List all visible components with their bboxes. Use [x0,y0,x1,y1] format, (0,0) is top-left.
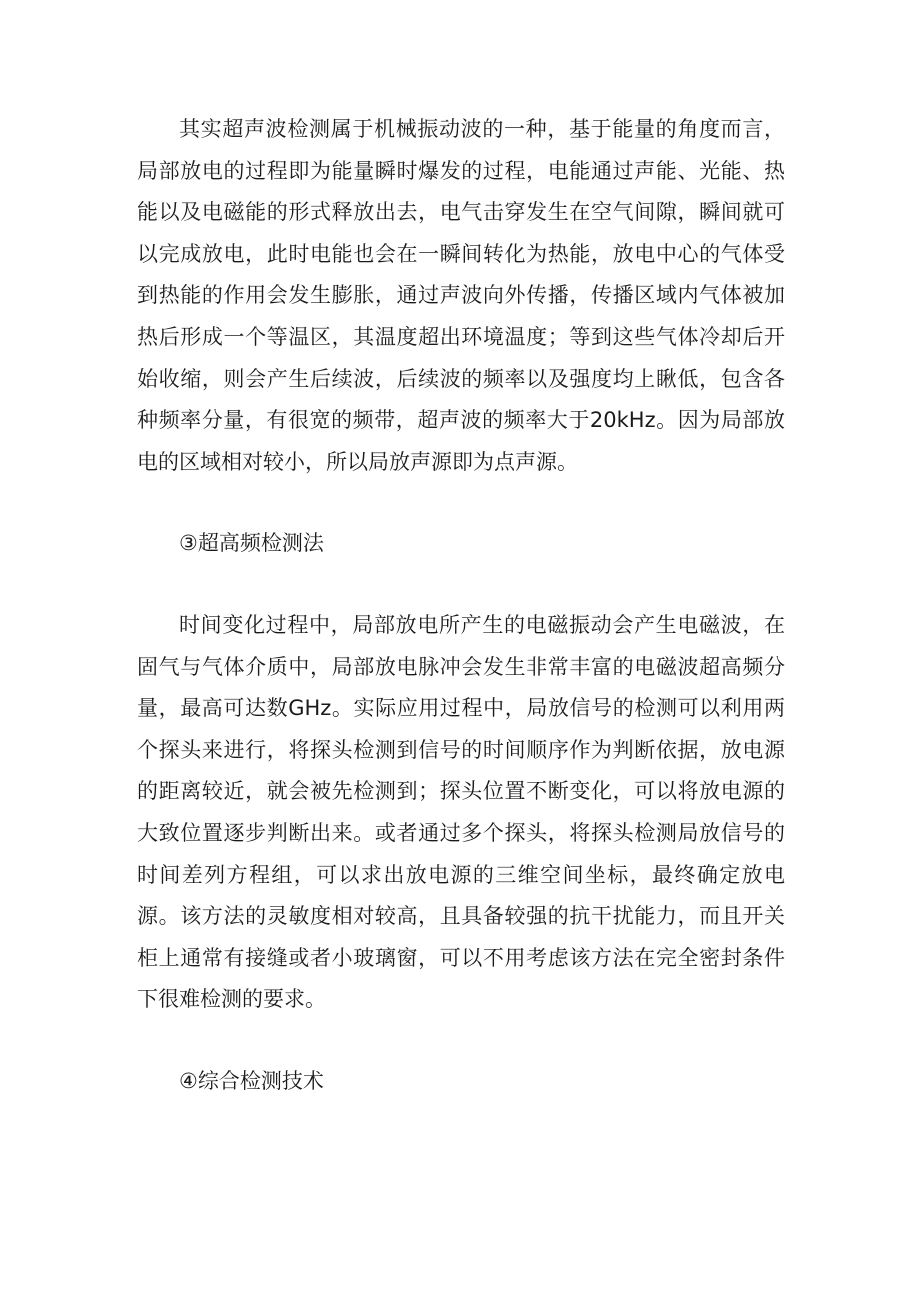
section-heading-uhf-detection: ③超高频检测法 [179,531,324,556]
document-body [137,109,785,1102]
paragraph-ultrasonic-detection: 其实超声波检测属于机械振动波的一种，基于能量的角度而言，局部放电的过程即为能量瞬时爆发的过程，电能通过声能、光能、热能以及电磁能的形式释放出去，电气击穿发生在空气间隙，瞬间就可以完成放电，此时电能也会在一瞬间转化为热能，放电中心的气体受到热能的作用会发生膨胀，通过声波向外传播，传播区域内气体被加热后形成一个等温区，其温度超出环境温度；等到这些气体冷却后开始收缩，则会产生后续波，后续波的频率以及强度均上瞅低，包含各种频率分量，有很宽的频带，超声波的频率大于20kHz。因为局部放电的区域相对较小，所以局放声源即为点声源。 [137,117,785,474]
section-heading-combined-detection: ④综合检测技术 [179,1068,324,1093]
paragraph-uhf-detection: 时间变化过程中，局部放电所产生的电磁振动会产生电磁波，在固气与气体介质中，局部放电脉冲会发生非常丰富的电磁波超高频分量，最高可达数GHz。实际应用过程中，局放信号的检测可以利用两个探头来进行，将探头检测到信号的时间顺序作为判断依据，放电源的距离较近，就会被先检测到；探头位置不断变化，可以将放电源的大致位置逐步判断出来。或者通过多个探头，将探头检测局放信号的时间差列方程组，可以求出放电源的三维空间坐标，最终确定放电源。该方法的灵敏度相对较高，且具备较强的抗干扰能力，而且开关柜上通常有接缝或者小玻璃窗，可以不用考虑该方法在完全密封条件下很难检测的要求。 [137,612,785,1012]
